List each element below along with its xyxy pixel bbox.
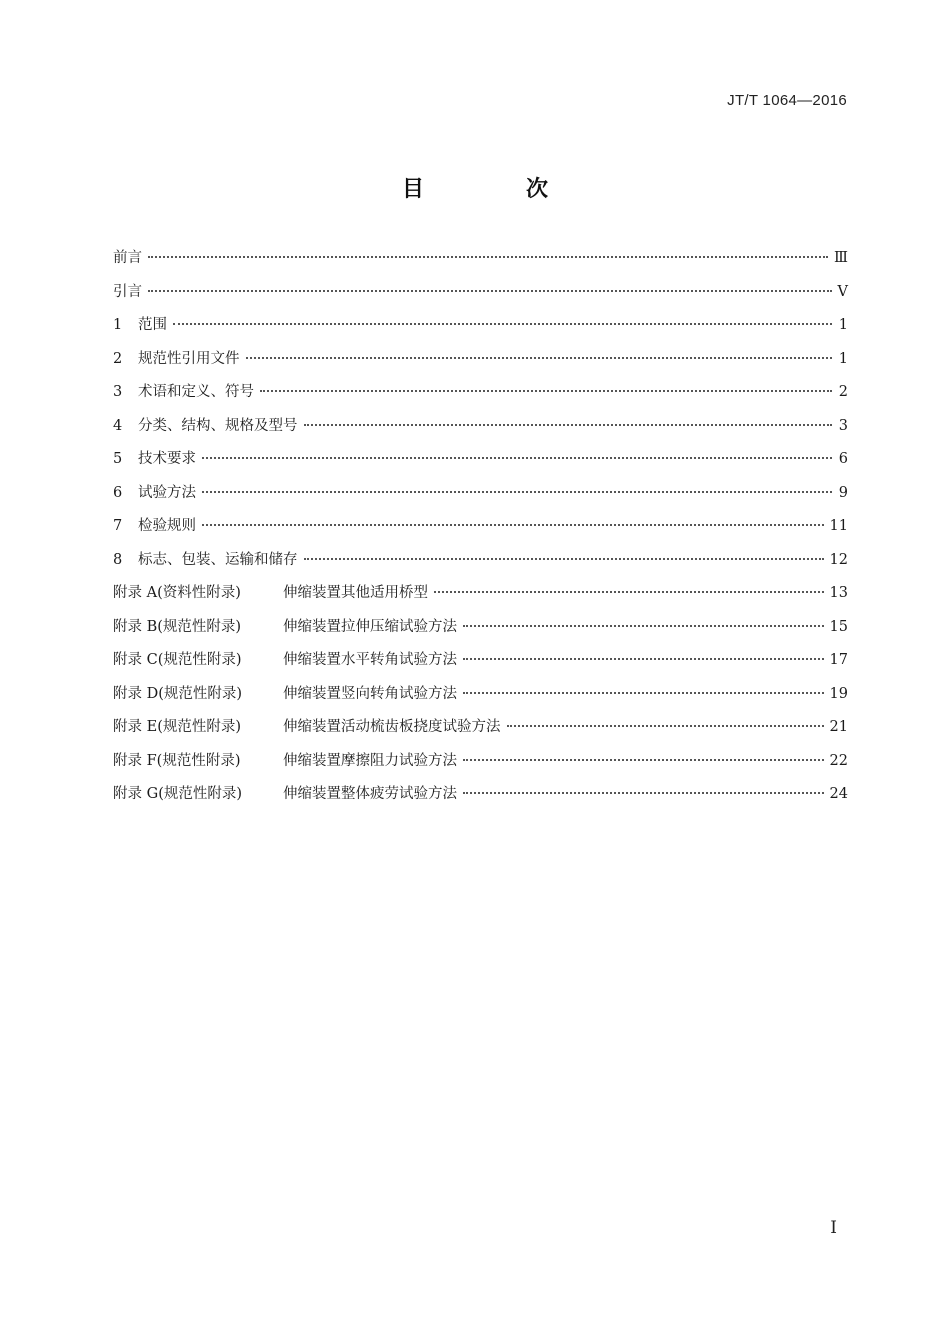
toc-entry[interactable] [113,481,848,515]
toc-entry[interactable] [113,313,848,347]
toc-entry-page: 6 [838,451,848,467]
toc-leader-dots [304,424,833,426]
toc-entry[interactable] [113,715,848,749]
toc-leader-dots [463,658,824,660]
toc-leader-dots [463,692,824,694]
toc-entry-label: 伸缩装置拉伸压缩试验方法 [283,618,457,635]
toc-entry[interactable] [113,615,848,649]
toc-leader-dots [173,323,832,325]
toc-leader-dots [148,290,832,292]
toc-appendix-label: 附录 E(规范性附录) [113,719,242,735]
toc-entry[interactable] [113,782,848,816]
toc-entry-number: 1 [113,317,123,333]
toc-entry-label: 技术要求 [138,451,196,467]
toc-entry-number: 8 [113,551,123,568]
toc-entry-label: 伸缩装置竖向转角试验方法 [283,685,457,702]
toc-entry-number: 4 [113,417,123,434]
toc-entry-label: 前言 [113,250,142,266]
toc-entry-page: 3 [838,417,848,434]
toc-leader-dots [463,759,824,761]
toc-entry-page: 17 [829,652,848,668]
toc-entry[interactable] [113,246,848,280]
toc-entry-number: 3 [113,384,123,400]
toc-leader-dots [246,357,833,359]
toc-leader-dots [507,725,824,727]
toc-entry-page: 15 [829,618,848,635]
toc-entry[interactable] [113,581,848,615]
toc-entry[interactable] [113,682,848,716]
toc-appendix-label: 附录 G(规范性附录) [113,786,243,802]
toc-entry-number: 5 [113,451,123,467]
toc-entry[interactable] [113,648,848,682]
toc-entry[interactable] [113,414,848,448]
toc-appendix-label: 附录 F(规范性附录) [113,752,241,769]
toc-entry-number: 2 [113,350,123,367]
toc-entry-label: 术语和定义、符号 [138,384,254,400]
toc-entry-label: 检验规则 [138,518,196,534]
toc-entry-page: Ⅴ [837,283,848,300]
toc-entry-page: 19 [829,685,848,702]
toc-leader-dots [148,256,828,258]
toc-entry-label: 引言 [113,283,142,300]
toc-leader-dots [202,457,832,459]
toc-entry[interactable] [113,514,848,548]
toc-entry-page: 21 [829,719,848,735]
toc-leader-dots [202,524,824,526]
toc-appendix-label: 附录 A(资料性附录) [113,585,241,601]
toc-entry-label: 标志、包装、运输和储存 [138,551,298,568]
toc-leader-dots [434,591,824,593]
toc-entry[interactable] [113,447,848,481]
toc-entry-label: 伸缩装置摩擦阻力试验方法 [283,752,457,769]
toc-entry-label: 范围 [138,317,167,333]
toc-appendix-label: 附录 B(规范性附录) [113,618,242,635]
document-code: JT/T 1064—2016 [727,92,847,109]
toc-entry-label: 规范性引用文件 [138,350,240,367]
toc-entry-number: 6 [113,484,123,501]
toc-entry-page: 12 [829,551,848,568]
toc-entry-label: 试验方法 [138,484,196,501]
page-number: I [830,1218,837,1238]
toc-entry-page: 2 [838,384,848,400]
toc-entry[interactable] [113,347,848,381]
toc-entry-label: 伸缩装置活动梳齿板挠度试验方法 [283,719,501,735]
toc-entry-label: 伸缩装置水平转角试验方法 [283,652,457,668]
toc-leader-dots [463,792,824,794]
toc-entry-page: 1 [838,317,848,333]
toc-entry-label: 分类、结构、规格及型号 [138,417,298,434]
table-of-contents [113,246,848,816]
toc-entry-page: 22 [829,752,848,769]
page-title: 目 次 [401,177,588,202]
toc-appendix-label: 附录 C(规范性附录) [113,652,242,668]
toc-entry[interactable] [113,280,848,314]
toc-entry-page: 13 [829,585,848,601]
toc-entry-page: 24 [829,786,848,802]
toc-entry-label: 伸缩装置其他适用桥型 [283,585,428,601]
toc-leader-dots [304,558,824,560]
toc-entry-page: Ⅲ [834,250,848,266]
toc-entry-page: 11 [829,518,848,534]
toc-entry-page: 1 [838,350,848,367]
toc-appendix-label: 附录 D(规范性附录) [113,685,243,702]
toc-entry-page: 9 [838,484,848,501]
toc-entry-label: 伸缩装置整体疲劳试验方法 [283,786,457,802]
toc-entry[interactable] [113,548,848,582]
toc-leader-dots [463,625,824,627]
toc-entry-number: 7 [113,518,123,534]
toc-leader-dots [260,390,832,392]
toc-leader-dots [202,491,832,493]
toc-entry[interactable] [113,749,848,783]
toc-entry[interactable] [113,380,848,414]
